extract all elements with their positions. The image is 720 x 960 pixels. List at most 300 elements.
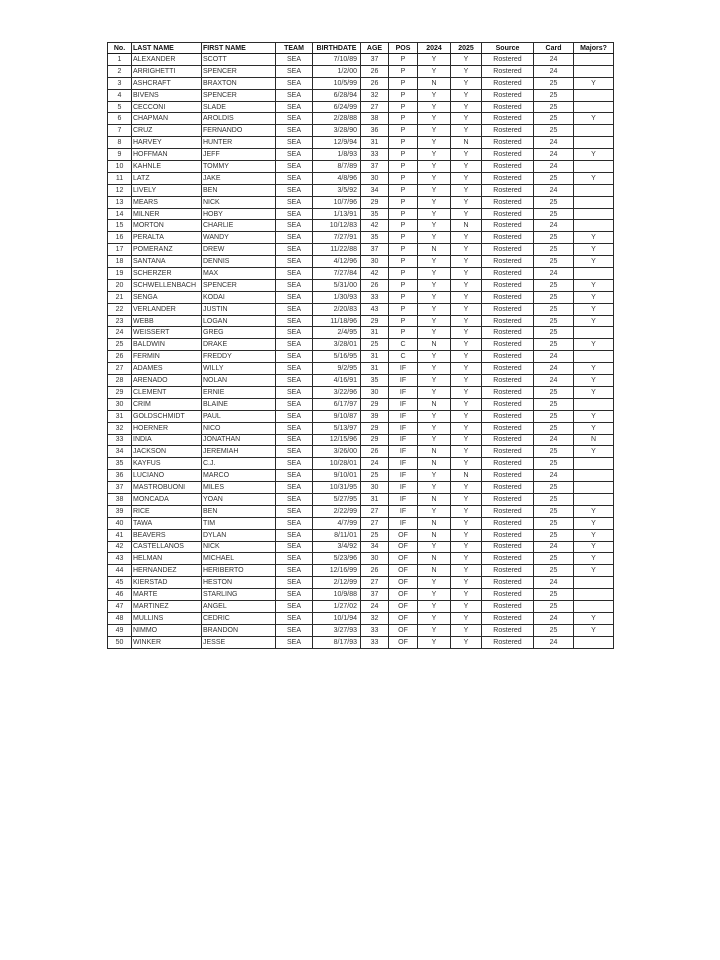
- cell-source: Rostered: [482, 303, 534, 315]
- cell-2025: Y: [451, 327, 482, 339]
- cell-age: 29: [361, 434, 389, 446]
- cell-2025: Y: [451, 125, 482, 137]
- cell-majors: Y: [574, 256, 614, 268]
- cell-pos: IF: [389, 410, 418, 422]
- cell-2024: Y: [418, 363, 451, 375]
- cell-pos: P: [389, 101, 418, 113]
- cell-majors: [574, 101, 614, 113]
- cell-no: 30: [108, 398, 132, 410]
- cell-majors: [574, 493, 614, 505]
- cell-no: 3: [108, 77, 132, 89]
- cell-birthdate: 3/27/93: [313, 624, 361, 636]
- cell-age: 42: [361, 220, 389, 232]
- table-row: [108, 482, 614, 494]
- cell-majors: [574, 184, 614, 196]
- cell-no: 1: [108, 54, 132, 66]
- cell-pos: P: [389, 113, 418, 125]
- cell-majors: N: [574, 434, 614, 446]
- cell-2024: Y: [418, 125, 451, 137]
- cell-no: 22: [108, 303, 132, 315]
- cell-first-name: HESTON: [202, 577, 276, 589]
- cell-no: 40: [108, 517, 132, 529]
- cell-card: 25: [534, 232, 574, 244]
- table-row: [108, 125, 614, 137]
- table-row: [108, 636, 614, 648]
- cell-majors: [574, 196, 614, 208]
- cell-2025: Y: [451, 256, 482, 268]
- cell-team: SEA: [276, 470, 313, 482]
- cell-2024: N: [418, 398, 451, 410]
- cell-source: Rostered: [482, 363, 534, 375]
- cell-first-name: NOLAN: [202, 375, 276, 387]
- header-2024: 2024: [418, 43, 451, 54]
- cell-source: Rostered: [482, 636, 534, 648]
- cell-no: 7: [108, 125, 132, 137]
- cell-age: 34: [361, 541, 389, 553]
- cell-2025: Y: [451, 65, 482, 77]
- cell-no: 4: [108, 89, 132, 101]
- cell-2024: Y: [418, 256, 451, 268]
- cell-source: Rostered: [482, 232, 534, 244]
- cell-source: Rostered: [482, 458, 534, 470]
- cell-source: Rostered: [482, 375, 534, 387]
- cell-pos: P: [389, 256, 418, 268]
- cell-card: 24: [534, 54, 574, 66]
- cell-pos: P: [389, 125, 418, 137]
- cell-source: Rostered: [482, 386, 534, 398]
- cell-source: Rostered: [482, 101, 534, 113]
- cell-card: 24: [534, 161, 574, 173]
- cell-card: 25: [534, 386, 574, 398]
- cell-card: 25: [534, 101, 574, 113]
- cell-first-name: DREW: [202, 244, 276, 256]
- cell-no: 33: [108, 434, 132, 446]
- cell-team: SEA: [276, 291, 313, 303]
- cell-team: SEA: [276, 493, 313, 505]
- cell-team: SEA: [276, 137, 313, 149]
- table-row: [108, 113, 614, 125]
- cell-last-name: WINKER: [132, 636, 202, 648]
- cell-birthdate: 10/7/96: [313, 196, 361, 208]
- cell-last-name: WEBB: [132, 315, 202, 327]
- cell-team: SEA: [276, 339, 313, 351]
- cell-2024: Y: [418, 612, 451, 624]
- cell-last-name: LUCIANO: [132, 470, 202, 482]
- cell-team: SEA: [276, 196, 313, 208]
- cell-team: SEA: [276, 351, 313, 363]
- cell-age: 27: [361, 577, 389, 589]
- cell-birthdate: 11/22/88: [313, 244, 361, 256]
- cell-no: 18: [108, 256, 132, 268]
- cell-pos: IF: [389, 517, 418, 529]
- cell-majors: Y: [574, 386, 614, 398]
- cell-age: 24: [361, 600, 389, 612]
- cell-pos: IF: [389, 482, 418, 494]
- cell-majors: Y: [574, 149, 614, 161]
- cell-last-name: SCHERZER: [132, 268, 202, 280]
- cell-no: 47: [108, 600, 132, 612]
- cell-no: 25: [108, 339, 132, 351]
- cell-team: SEA: [276, 624, 313, 636]
- cell-pos: IF: [389, 458, 418, 470]
- cell-last-name: LATZ: [132, 172, 202, 184]
- table-row: [108, 256, 614, 268]
- cell-first-name: CEDRIC: [202, 612, 276, 624]
- cell-majors: [574, 577, 614, 589]
- cell-last-name: KIERSTAD: [132, 577, 202, 589]
- cell-last-name: HERNANDEZ: [132, 565, 202, 577]
- cell-age: 29: [361, 315, 389, 327]
- cell-majors: Y: [574, 541, 614, 553]
- cell-pos: P: [389, 327, 418, 339]
- table-row: [108, 434, 614, 446]
- cell-2024: Y: [418, 65, 451, 77]
- cell-age: 30: [361, 553, 389, 565]
- table-row: [108, 565, 614, 577]
- header-age: AGE: [361, 43, 389, 54]
- cell-pos: P: [389, 184, 418, 196]
- cell-card: 25: [534, 208, 574, 220]
- cell-birthdate: 1/13/91: [313, 208, 361, 220]
- roster-table: [107, 42, 614, 649]
- cell-last-name: HOERNER: [132, 422, 202, 434]
- cell-2025: Y: [451, 303, 482, 315]
- cell-no: 23: [108, 315, 132, 327]
- cell-majors: [574, 220, 614, 232]
- cell-majors: Y: [574, 232, 614, 244]
- table-row: [108, 624, 614, 636]
- cell-no: 50: [108, 636, 132, 648]
- cell-majors: Y: [574, 339, 614, 351]
- cell-first-name: JEFF: [202, 149, 276, 161]
- cell-pos: P: [389, 77, 418, 89]
- cell-2025: Y: [451, 589, 482, 601]
- cell-2025: Y: [451, 600, 482, 612]
- cell-card: 24: [534, 149, 574, 161]
- cell-2024: Y: [418, 434, 451, 446]
- cell-team: SEA: [276, 149, 313, 161]
- cell-age: 39: [361, 410, 389, 422]
- cell-team: SEA: [276, 161, 313, 173]
- cell-team: SEA: [276, 612, 313, 624]
- cell-2025: Y: [451, 89, 482, 101]
- cell-card: 25: [534, 600, 574, 612]
- cell-first-name: SPENCER: [202, 65, 276, 77]
- cell-source: Rostered: [482, 470, 534, 482]
- cell-2025: Y: [451, 565, 482, 577]
- table-row: [108, 458, 614, 470]
- cell-source: Rostered: [482, 422, 534, 434]
- cell-2025: Y: [451, 196, 482, 208]
- header-no: No.: [108, 43, 132, 54]
- cell-2025: Y: [451, 208, 482, 220]
- cell-first-name: NICK: [202, 196, 276, 208]
- cell-birthdate: 5/31/00: [313, 279, 361, 291]
- cell-pos: C: [389, 351, 418, 363]
- cell-majors: Y: [574, 244, 614, 256]
- table-row: [108, 517, 614, 529]
- cell-2024: Y: [418, 327, 451, 339]
- cell-no: 19: [108, 268, 132, 280]
- header-card: Card: [534, 43, 574, 54]
- table-row: [108, 529, 614, 541]
- table-row: [108, 577, 614, 589]
- table-row: [108, 398, 614, 410]
- cell-2024: N: [418, 244, 451, 256]
- cell-last-name: ADAMES: [132, 363, 202, 375]
- cell-majors: Y: [574, 505, 614, 517]
- cell-first-name: MAX: [202, 268, 276, 280]
- cell-2025: Y: [451, 113, 482, 125]
- cell-majors: Y: [574, 517, 614, 529]
- cell-team: SEA: [276, 517, 313, 529]
- cell-team: SEA: [276, 541, 313, 553]
- cell-age: 36: [361, 125, 389, 137]
- cell-no: 37: [108, 482, 132, 494]
- header-row: [108, 43, 614, 54]
- cell-2024: Y: [418, 101, 451, 113]
- cell-2025: Y: [451, 54, 482, 66]
- cell-last-name: MILNER: [132, 208, 202, 220]
- cell-birthdate: 8/11/01: [313, 529, 361, 541]
- cell-first-name: TIM: [202, 517, 276, 529]
- cell-age: 35: [361, 208, 389, 220]
- cell-card: 25: [534, 493, 574, 505]
- cell-birthdate: 4/8/96: [313, 172, 361, 184]
- cell-card: 25: [534, 339, 574, 351]
- cell-age: 27: [361, 505, 389, 517]
- cell-age: 31: [361, 351, 389, 363]
- cell-team: SEA: [276, 553, 313, 565]
- cell-pos: IF: [389, 434, 418, 446]
- cell-card: 25: [534, 244, 574, 256]
- table-row: [108, 422, 614, 434]
- cell-age: 27: [361, 517, 389, 529]
- cell-pos: IF: [389, 470, 418, 482]
- cell-first-name: JESSE: [202, 636, 276, 648]
- cell-2024: Y: [418, 600, 451, 612]
- cell-pos: P: [389, 232, 418, 244]
- cell-birthdate: 5/27/95: [313, 493, 361, 505]
- cell-2024: Y: [418, 375, 451, 387]
- cell-no: 27: [108, 363, 132, 375]
- cell-birthdate: 3/4/92: [313, 541, 361, 553]
- cell-first-name: JUSTIN: [202, 303, 276, 315]
- cell-2024: N: [418, 565, 451, 577]
- cell-source: Rostered: [482, 553, 534, 565]
- cell-no: 17: [108, 244, 132, 256]
- cell-2025: Y: [451, 553, 482, 565]
- cell-age: 33: [361, 636, 389, 648]
- cell-birthdate: 10/5/99: [313, 77, 361, 89]
- cell-age: 29: [361, 422, 389, 434]
- cell-majors: [574, 327, 614, 339]
- cell-card: 25: [534, 505, 574, 517]
- cell-team: SEA: [276, 636, 313, 648]
- cell-team: SEA: [276, 589, 313, 601]
- cell-birthdate: 7/10/89: [313, 54, 361, 66]
- cell-majors: Y: [574, 315, 614, 327]
- cell-source: Rostered: [482, 339, 534, 351]
- cell-first-name: DYLAN: [202, 529, 276, 541]
- cell-birthdate: 1/27/02: [313, 600, 361, 612]
- cell-age: 26: [361, 77, 389, 89]
- cell-source: Rostered: [482, 172, 534, 184]
- cell-source: Rostered: [482, 351, 534, 363]
- cell-2024: N: [418, 458, 451, 470]
- cell-2025: Y: [451, 386, 482, 398]
- cell-birthdate: 10/12/83: [313, 220, 361, 232]
- cell-no: 15: [108, 220, 132, 232]
- cell-pos: C: [389, 339, 418, 351]
- cell-last-name: MARTE: [132, 589, 202, 601]
- cell-card: 25: [534, 279, 574, 291]
- cell-last-name: POMERANZ: [132, 244, 202, 256]
- table-row: [108, 89, 614, 101]
- cell-source: Rostered: [482, 89, 534, 101]
- cell-card: 25: [534, 529, 574, 541]
- table-row: [108, 244, 614, 256]
- cell-2025: Y: [451, 612, 482, 624]
- cell-birthdate: 9/2/95: [313, 363, 361, 375]
- cell-no: 14: [108, 208, 132, 220]
- table-row: [108, 351, 614, 363]
- cell-source: Rostered: [482, 65, 534, 77]
- cell-card: 25: [534, 256, 574, 268]
- cell-pos: P: [389, 244, 418, 256]
- cell-2025: Y: [451, 624, 482, 636]
- cell-last-name: ASHCRAFT: [132, 77, 202, 89]
- cell-source: Rostered: [482, 279, 534, 291]
- header-2025: 2025: [451, 43, 482, 54]
- cell-birthdate: 1/8/93: [313, 149, 361, 161]
- cell-no: 21: [108, 291, 132, 303]
- cell-first-name: NICO: [202, 422, 276, 434]
- cell-last-name: MASTROBUONI: [132, 482, 202, 494]
- cell-age: 30: [361, 482, 389, 494]
- cell-majors: [574, 54, 614, 66]
- cell-2025: Y: [451, 636, 482, 648]
- cell-first-name: JAKE: [202, 172, 276, 184]
- cell-last-name: NIMMO: [132, 624, 202, 636]
- cell-last-name: INDIA: [132, 434, 202, 446]
- cell-2024: Y: [418, 624, 451, 636]
- cell-2024: N: [418, 446, 451, 458]
- cell-2025: Y: [451, 244, 482, 256]
- cell-age: 26: [361, 565, 389, 577]
- cell-majors: Y: [574, 375, 614, 387]
- cell-last-name: SCHWELLENBACH: [132, 279, 202, 291]
- header-pos: POS: [389, 43, 418, 54]
- cell-majors: [574, 398, 614, 410]
- cell-age: 38: [361, 113, 389, 125]
- header-source: Source: [482, 43, 534, 54]
- cell-pos: IF: [389, 422, 418, 434]
- cell-card: 25: [534, 327, 574, 339]
- cell-2025: Y: [451, 505, 482, 517]
- cell-birthdate: 12/15/96: [313, 434, 361, 446]
- table-row: [108, 172, 614, 184]
- cell-last-name: CECCONI: [132, 101, 202, 113]
- cell-no: 42: [108, 541, 132, 553]
- cell-no: 32: [108, 422, 132, 434]
- cell-birthdate: 6/24/99: [313, 101, 361, 113]
- cell-last-name: FERMIN: [132, 351, 202, 363]
- cell-2024: Y: [418, 505, 451, 517]
- cell-team: SEA: [276, 101, 313, 113]
- cell-age: 25: [361, 470, 389, 482]
- cell-first-name: MICHAEL: [202, 553, 276, 565]
- cell-majors: [574, 600, 614, 612]
- cell-first-name: SLADE: [202, 101, 276, 113]
- cell-2024: Y: [418, 589, 451, 601]
- cell-last-name: JACKSON: [132, 446, 202, 458]
- cell-last-name: ARRIGHETTI: [132, 65, 202, 77]
- cell-pos: P: [389, 149, 418, 161]
- cell-card: 25: [534, 410, 574, 422]
- cell-2025: Y: [451, 315, 482, 327]
- cell-birthdate: 3/28/01: [313, 339, 361, 351]
- cell-team: SEA: [276, 529, 313, 541]
- cell-source: Rostered: [482, 77, 534, 89]
- cell-first-name: ANGEL: [202, 600, 276, 612]
- cell-majors: [574, 161, 614, 173]
- cell-2025: N: [451, 137, 482, 149]
- cell-no: 46: [108, 589, 132, 601]
- cell-birthdate: 2/12/99: [313, 577, 361, 589]
- table-row: [108, 612, 614, 624]
- cell-team: SEA: [276, 54, 313, 66]
- cell-source: Rostered: [482, 184, 534, 196]
- cell-card: 24: [534, 636, 574, 648]
- cell-pos: IF: [389, 398, 418, 410]
- cell-2024: Y: [418, 172, 451, 184]
- cell-first-name: FREDDY: [202, 351, 276, 363]
- cell-no: 12: [108, 184, 132, 196]
- cell-team: SEA: [276, 125, 313, 137]
- cell-team: SEA: [276, 220, 313, 232]
- cell-team: SEA: [276, 577, 313, 589]
- cell-birthdate: 2/20/83: [313, 303, 361, 315]
- cell-age: 42: [361, 268, 389, 280]
- cell-2024: Y: [418, 149, 451, 161]
- cell-first-name: BLAINE: [202, 398, 276, 410]
- cell-card: 25: [534, 172, 574, 184]
- cell-birthdate: 8/7/89: [313, 161, 361, 173]
- cell-last-name: BIVENS: [132, 89, 202, 101]
- cell-birthdate: 4/12/96: [313, 256, 361, 268]
- table-row: [108, 315, 614, 327]
- cell-source: Rostered: [482, 244, 534, 256]
- cell-pos: P: [389, 279, 418, 291]
- cell-no: 48: [108, 612, 132, 624]
- cell-pos: P: [389, 220, 418, 232]
- cell-first-name: JONATHAN: [202, 434, 276, 446]
- cell-card: 25: [534, 565, 574, 577]
- cell-no: 44: [108, 565, 132, 577]
- cell-no: 10: [108, 161, 132, 173]
- cell-2024: Y: [418, 351, 451, 363]
- table-row: [108, 232, 614, 244]
- cell-no: 20: [108, 279, 132, 291]
- cell-birthdate: 2/28/88: [313, 113, 361, 125]
- cell-last-name: SANTANA: [132, 256, 202, 268]
- cell-first-name: C.J.: [202, 458, 276, 470]
- cell-last-name: VERLANDER: [132, 303, 202, 315]
- cell-2025: Y: [451, 529, 482, 541]
- cell-2024: Y: [418, 137, 451, 149]
- cell-no: 35: [108, 458, 132, 470]
